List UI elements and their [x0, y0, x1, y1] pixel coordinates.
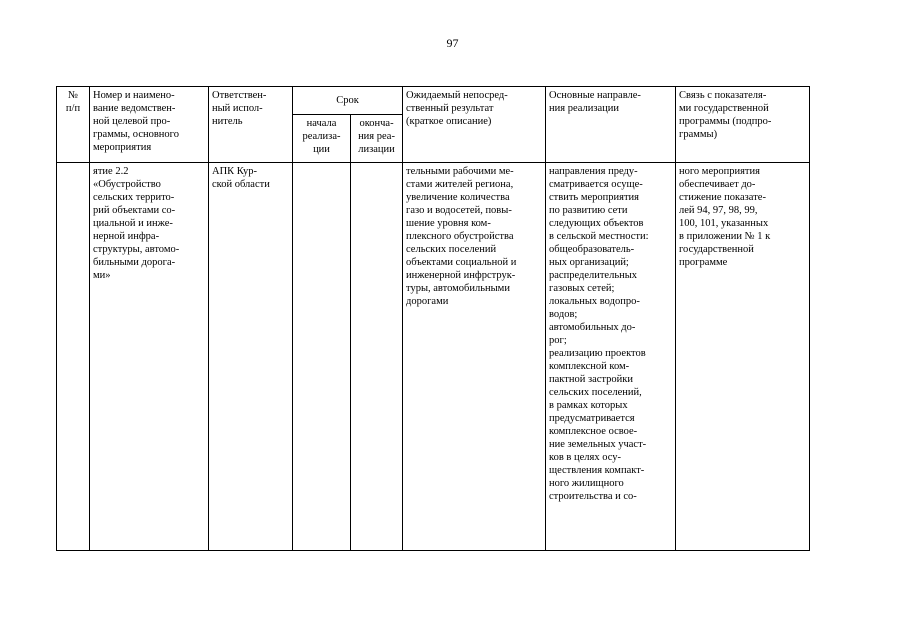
header-num: № п/п — [57, 87, 90, 163]
cell-link: ного мероприятия обеспечивает до- стижение показате- лей 94, 97, 98, 99, 100, 101, указанных в приложении № 1 к государственной программе — [676, 163, 810, 551]
cell-term-end — [351, 163, 403, 551]
header-name: Номер и наимено- вание ведомствен- ной целевой про- граммы, основного мероприятия — [90, 87, 209, 163]
header-link: Связь с показателя- ми государственной программы (подпро- граммы) — [676, 87, 810, 163]
cell-responsible: АПК Кур- ской области — [209, 163, 293, 551]
header-term-end: оконча- ния реа- лизации — [351, 115, 403, 163]
header-row — [57, 87, 810, 115]
cell-term-start — [293, 163, 351, 551]
header-responsible: Ответствен- ный испол- нитель — [209, 87, 293, 163]
header-result: Ожидаемый непосред- ственный результат (краткое описание) — [403, 87, 546, 163]
header-term-start: начала реализа- ции — [293, 115, 351, 163]
cell-name: ятие 2.2 «Обустройство сельских террито- рий объектами со- циальной и инже- нерной инфра- структуры, автомо- бильными дорога- ми» — [90, 163, 209, 551]
program-table — [56, 86, 810, 551]
page-number: 97 — [446, 36, 459, 50]
cell-num — [57, 163, 90, 551]
cell-result: тельными рабочими ме- стами жителей региона, увеличение количества газо и водосетей, повы- шение уровня ком- плексного обустройства сельских поселений объектами социальной и инженерной инфрструк- туры, автомобильными дорогами — [403, 163, 546, 551]
cell-directions: направления преду- сматривается осуще- ствить мероприятия по развитию сети следующих объектов в сельской местности: общеобразователь- ных организаций; распределительных газовых сетей; локальных водопро- водов; автомобильных до- рог; реализацию проектов комплексной ком- пактной застройки сельских поселений, в рамках которых предусматривается комплексное освое- ние земельных участ- ков в целях осу- ществления компакт- ного жилищного строительства и со- — [546, 163, 676, 551]
header-directions: Основные направле- ния реализации — [546, 87, 676, 163]
header-term: Срок — [293, 87, 403, 115]
table-row — [57, 163, 810, 551]
